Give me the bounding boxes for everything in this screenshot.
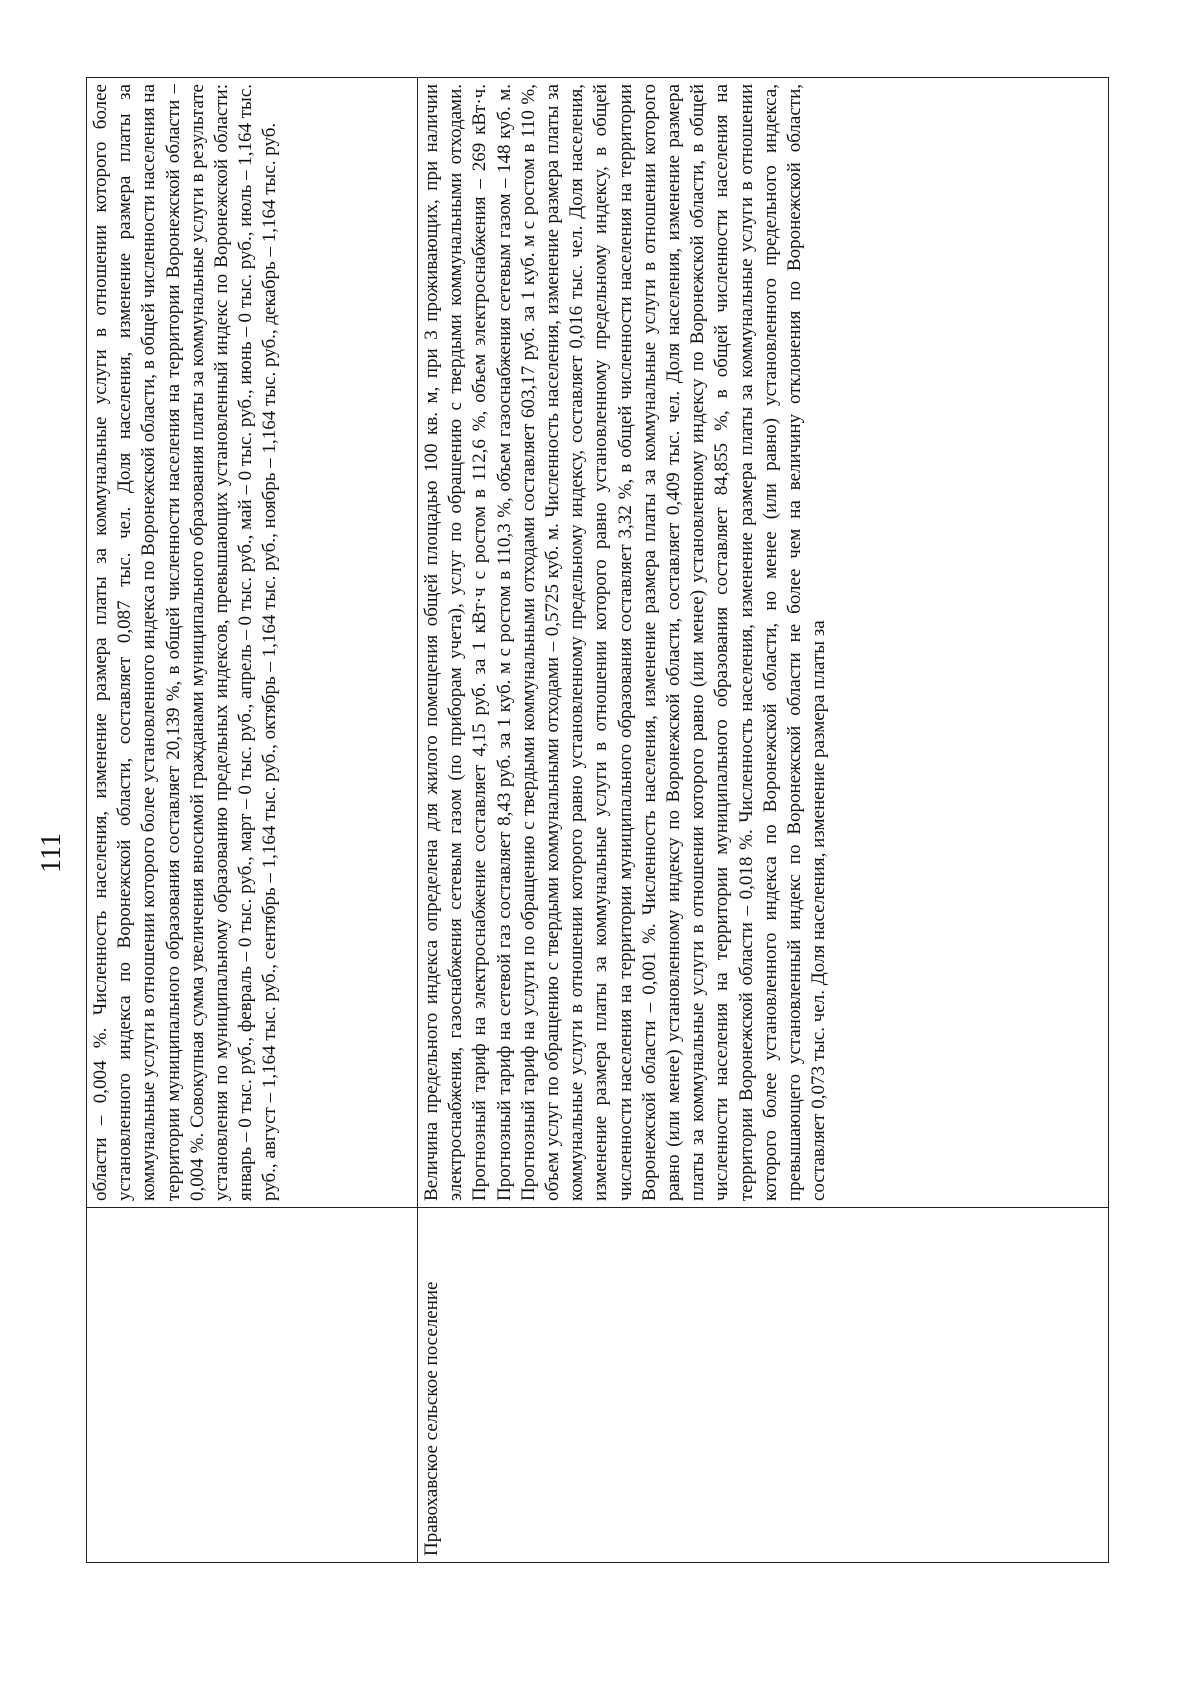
municipality-name-cell xyxy=(87,1208,418,1563)
municipal-index-table xyxy=(86,77,1109,1563)
index-description-cell: Величина предельного индекса определена для жилого помещения общей площадью 100 кв. м, при 3 проживающих, при наличии электроснабжения, газоснабжения сетевым газом (по приборам учета), услуг по обращению с твердыми коммунальными отходами. Прогнозный тариф на электроснабжение составляет 4,15 руб. за 1 кВт·ч с ростом в 112,6 %, объем электроснабжения – 269 кВт·ч. Прогнозный тариф на сетевой газ составляет 8,43 руб. за 1 куб. м с ростом в 110,3 %, объем газоснабжения сетевым газом – 148 куб. м. Прогнозный тариф на услуги по обращению с твердыми коммунальными отходами составляет 603,17 руб. за 1 куб. м с ростом в 110 %, объем услуг по обращению с твердыми коммунальными отходами – 0,5725 куб. м. Численность населения, изменение размера платы за коммунальные услуги в отношении которого равно установленному предельному индексу, составляет 0,016 тыс. чел. Доля населения, изменение размера платы за коммунальные услуги в отношении которого равно установленному предельному индексу, в общей численности населения на территории муниципального образования составляет 3,32 %, в общей численности населения на территории Воронежской области – 0,001 %. Численность населения, изменение размера платы за коммунальные услуги в отношении которого равно (или менее) установленному индексу по Воронежской области, составляет 0,409 тыс. чел. Доля населения, изменение размера платы за коммунальные услуги в отношении которого равно (или менее) установленному индексу по Воронежской области, в общей численности населения на территории муниципального образования составляет 84,855 %, в общей численности населения на территории Воронежской области – 0,018 %. Численность населения, изменение размера платы за коммунальные услуги в отношении которого более установленного индекса по Воронежской области, но менее (или равно) установленного предельного индекса, превышающего установленный индекс по Воронежской области не более чем на величину отклонения по Воронежской области, составляет 0,073 тыс. чел. Доля населения, изменение размера платы за xyxy=(418,78,1109,1208)
table-row xyxy=(418,78,1109,1563)
table-row xyxy=(87,78,418,1563)
municipality-name-cell: Правохавское сельское поселение xyxy=(418,1208,1109,1563)
page-number: 111 xyxy=(36,833,67,873)
index-description-cell: области – 0,004 %. Численность населения, изменение размера платы за коммунальные услуги в отношении которого более установленного индекса по Воронежской области, составляет 0,087 тыс. чел. Доля населения, изменение размера платы за коммунальные услуги в отношении которого более установленного индекса по Воронежской области, в общей численности населения на территории муниципального образования составляет 20,139 %, в общей численности населения на территории Воронежской области – 0,004 %. Совокупная сумма увеличения вносимой гражданами муниципального образования платы за коммунальные услуги в результате установления по муниципальному образованию предельных индексов, превышающих установленный индекс по Воронежской области: январь – 0 тыс. руб., февраль – 0 тыс. руб., март – 0 тыс. руб., апрель – 0 тыс. руб., май – 0 тыс. руб., июнь – 0 тыс. руб., июль – 1,164 тыс. руб., август – 1,164 тыс. руб., сентябрь – 1,164 тыс. руб., октябрь – 1,164 тыс. руб., ноябрь – 1,164 тыс. руб., декабрь – 1,164 тыс. руб. xyxy=(87,78,418,1208)
